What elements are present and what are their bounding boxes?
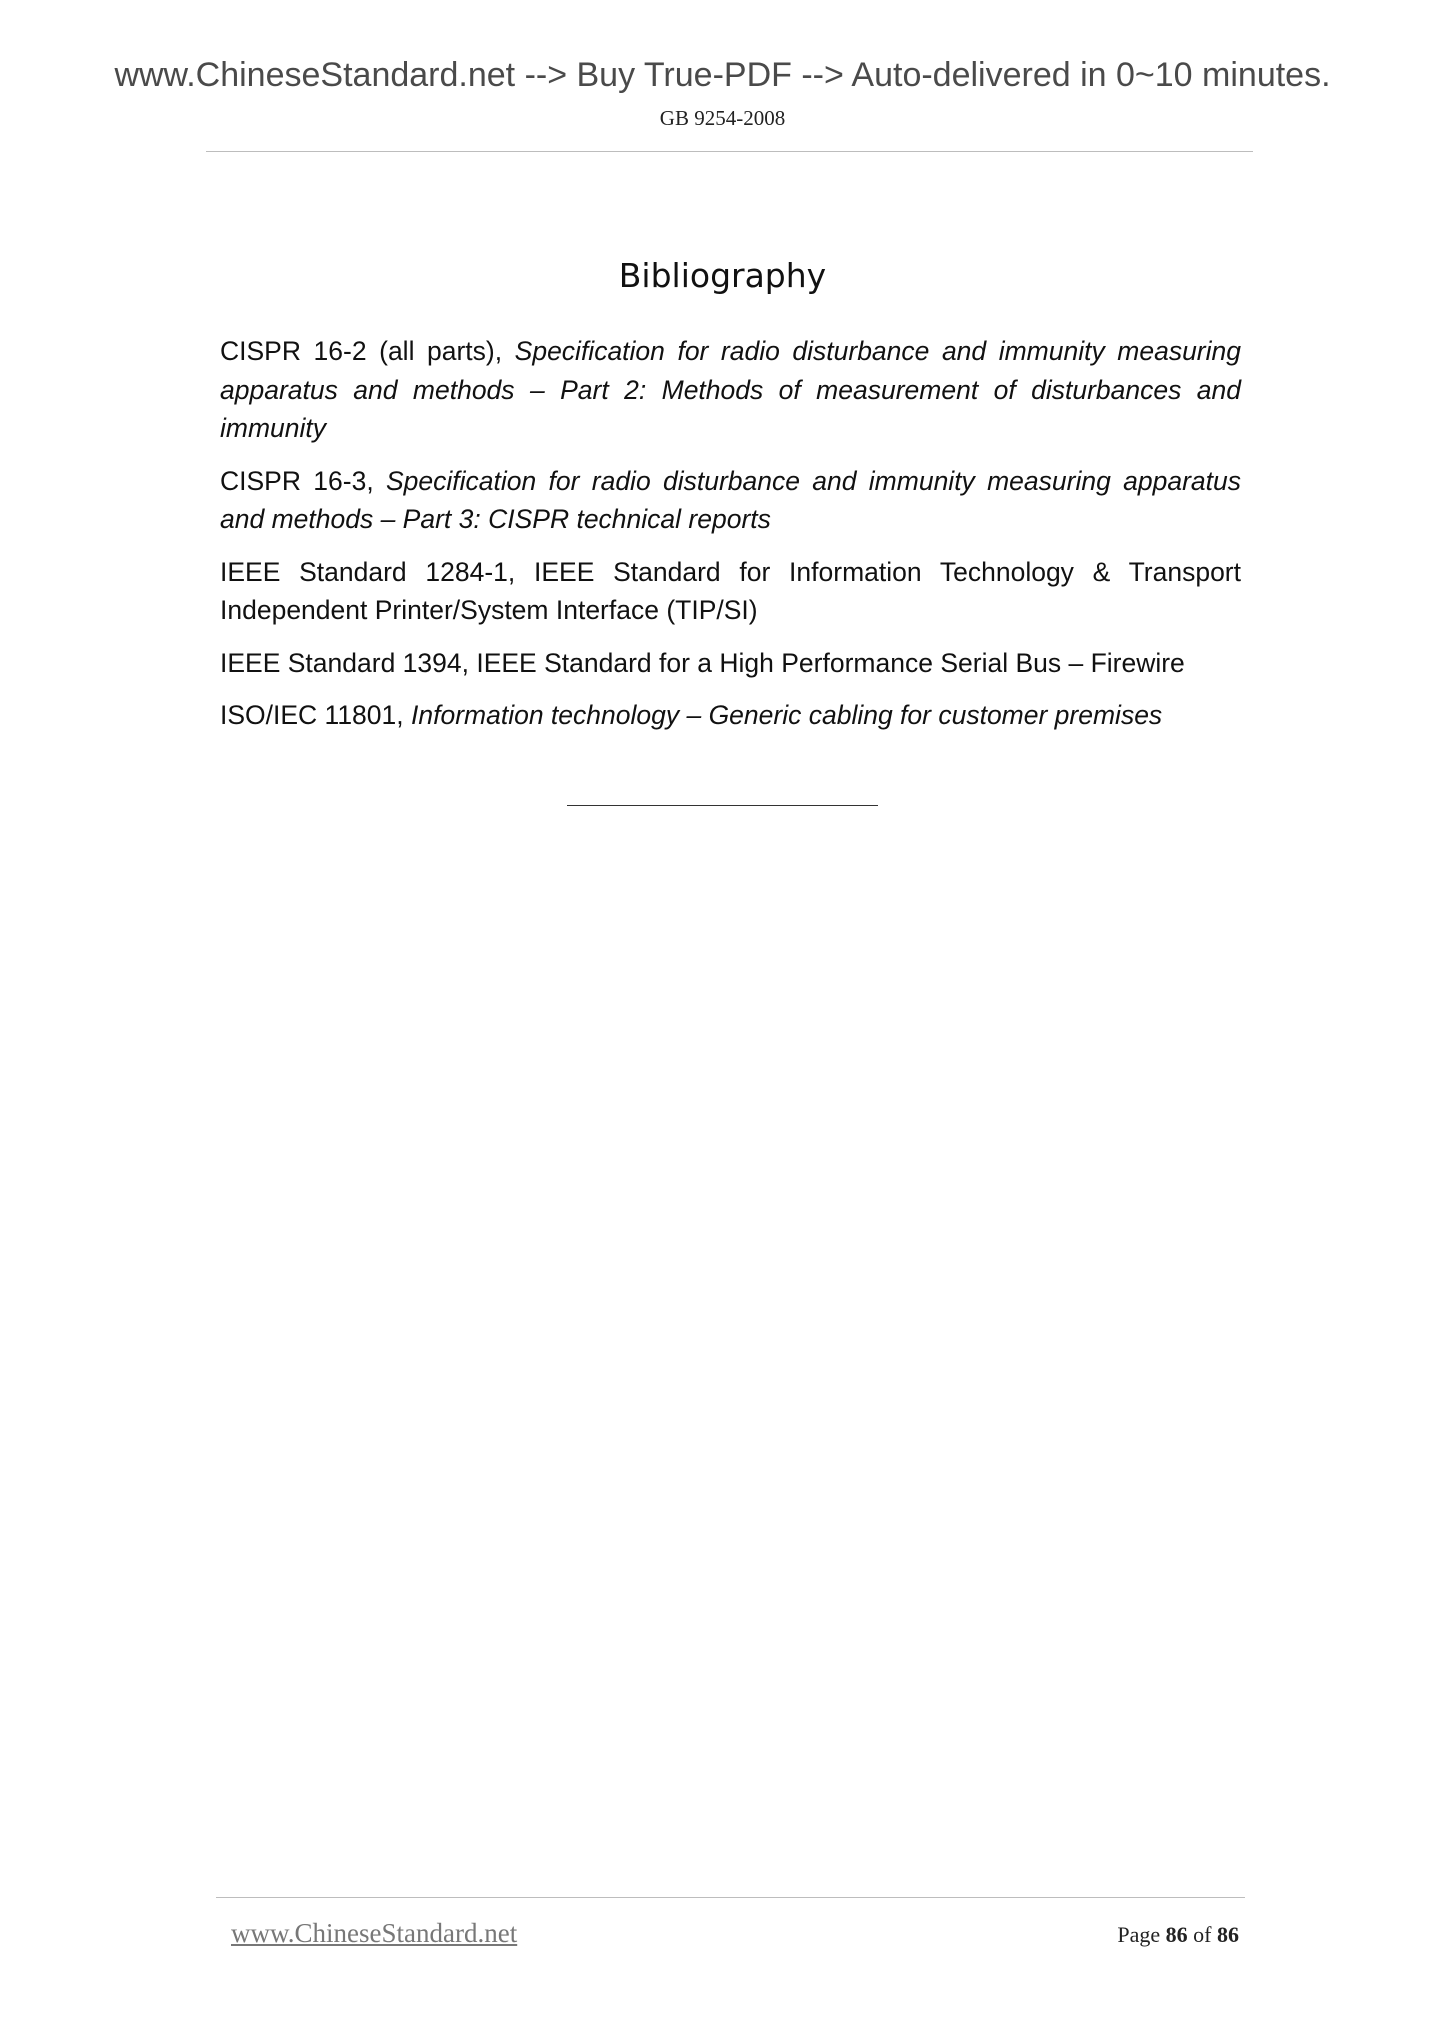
section-title: Bibliography: [618, 256, 827, 295]
reference-item: [220, 644, 1241, 683]
end-of-document-line: [567, 805, 878, 806]
reference-item: [220, 332, 1241, 448]
reference-item: [220, 696, 1241, 735]
page-current: 86: [1165, 1922, 1188, 1947]
footer-site-link[interactable]: www.ChineseStandard.net: [231, 1918, 518, 1948]
reference-title: Information technology – Generic cabling for customer premises: [411, 700, 1163, 730]
reference-prefix: ISO/IEC 11801,: [220, 700, 411, 730]
reference-prefix: CISPR 16-3,: [220, 465, 386, 496]
header-divider: [206, 151, 1253, 152]
reference-prefix: CISPR 16-2 (all parts),: [220, 336, 515, 366]
page-number: [1117, 1922, 1239, 1948]
page-total: 86: [1217, 1922, 1239, 1947]
promo-banner: www.ChineseStandard.net --> Buy True-PDF --> Auto-delivered in 0~10 minutes.: [114, 56, 1331, 94]
reference-prefix: IEEE Standard 1284-1, IEEE Standard for Information Technology & Transport Independent Printer/System Interface (TIP/SI): [220, 556, 1241, 625]
reference-item: [220, 553, 1241, 630]
reference-prefix: IEEE Standard 1394, IEEE Standard for a High Performance Serial Bus – Firewire: [220, 647, 1185, 678]
page-word: Page: [1117, 1922, 1161, 1947]
reference-item: [220, 462, 1241, 539]
document-code: GB 9254-2008: [659, 106, 786, 130]
reference-title: Specification for radio disturbance and immunity measuring apparatus and methods – Part 2: Methods of measurement of disturbances and immunity: [220, 336, 1241, 443]
reference-title: Specification for radio disturbance and immunity measuring apparatus and methods – Part 3: CISPR technical reports: [220, 465, 1241, 534]
bibliography-list: [220, 332, 1241, 749]
footer-divider: [216, 1897, 1245, 1898]
page-of: of: [1193, 1922, 1212, 1947]
